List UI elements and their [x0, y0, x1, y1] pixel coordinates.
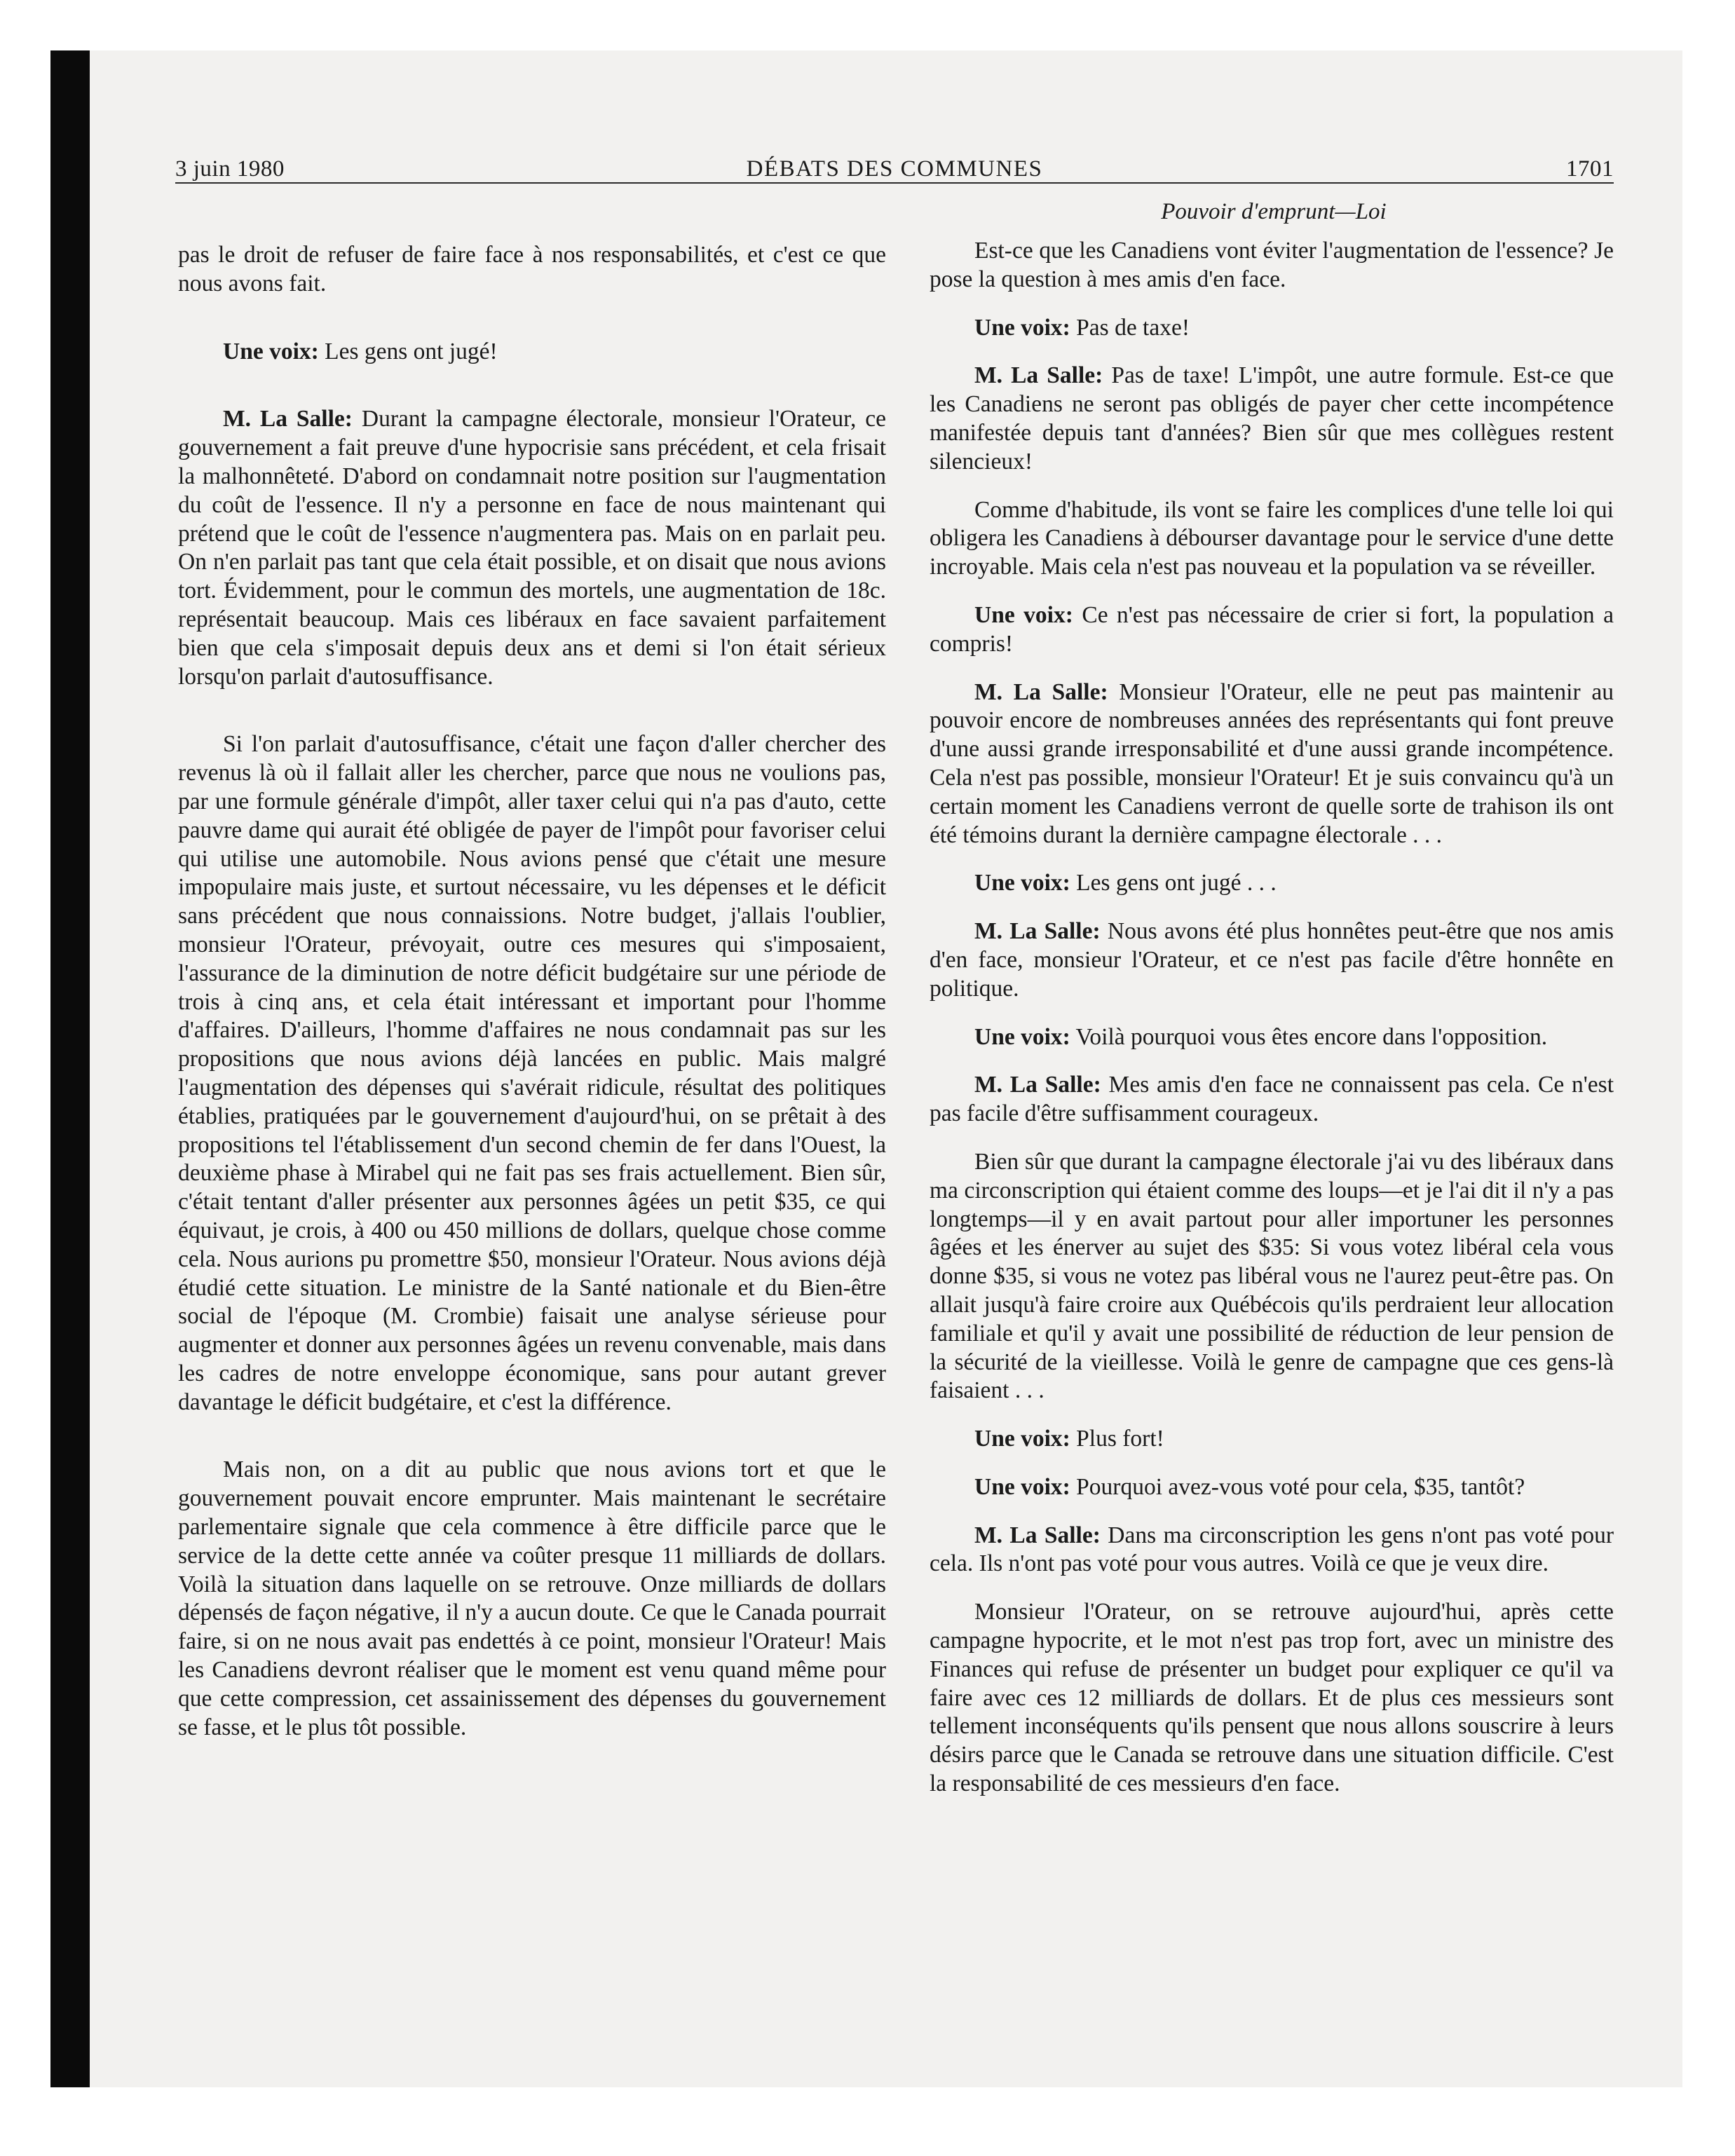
paragraph-text: Pourquoi avez-vous voté pour cela, $35, tantôt?: [1070, 1473, 1525, 1500]
paragraph-text: pas le droit de refuser de faire face à nos responsabilités, et c'est ce que nous avons fait.: [178, 242, 886, 296]
speaker-label: Une voix:: [974, 1426, 1070, 1452]
paragraph-text: Dans ma circonscription les gens n'ont pas voté pour cela. Ils n'ont pas voté pour vous autres. Voilà ce que je veux dire.: [930, 1522, 1614, 1577]
paragraph-text: Durant la campagne électorale, monsieur l'Orateur, ce gouvernement a fait preuve d'une hypocrisie sans précédent, et cela frisait la malhonnêteté. D'abord on condamnait notre position sur l'augmentation du coût de l'essence. Il n'y a personne en face de nous maintenant qui prétend que le coût de l'essence n'augmentera pas. Mais on en parlait peu. On n'en parlait pas tant que cela était possible, et on disait que nous avions tort. Évidemment, pour le commun des mortels, une augmentation de 18c. représentait beaucoup. Mais ces libéraux en face savaient parfaitement bien que cela s'imposait depuis deux ans et demi si l'on était sérieux lorsqu'on parlait d'autosuffisance.: [178, 406, 887, 690]
paragraph: [930, 1071, 1614, 1128]
paragraph: [930, 496, 1614, 582]
header-date: 3 juin 1980: [175, 156, 285, 182]
paragraph: [930, 601, 1614, 659]
paragraph-text: Si l'on parlait d'autosuffisance, c'était une façon d'aller chercher des revenus là où il fallait aller les chercher, parce que nous ne voulions pas, par une formule générale d'impôt, aller taxer celui qui n'a pas d'auto, cette pauvre dame qui aurait été obligée de payer de l'impôt pour favoriser celui qui utilise une automobile. Nous avions pensé que c'était une mesure impopulaire mais juste, et surtout nécessaire, vu les dépenses et le déficit sans précédent que nous connaissions. Notre budget, j'allais l'oublier, monsieur l'Orateur, prévoyait, outre ces mesures qui s'imposaient, l'assurance de la diminution de notre déficit budgétaire sur une période de trois à cinq ans, et cela était intéressant et important pour l'homme d'affaires. D'ailleurs, l'homme d'affaires ne nous condamnait pas sur les propositions que nous avions déjà lancées en public. Mais malgré l'augmentation des dépenses qui s'avérait ridicule, résultat des politiques établies, pratiquées par le gouvernement d'aujourd'hui, on se prêtait à des propositions tel l'établissement d'un second chemin de fer dans l'Ouest, la deuxième phase à Mirabel qui ne fait pas ses frais actuellement. Bien sûr, c'était tentant d'aller présenter aux personnes âgées un petit $35, ce qui équivaut, je crois, à 400 ou 450 millions de dollars, quelque chose comme cela. Nous aurions pu promettre $50, monsieur l'Orateur. Nous avions déjà étudié cette situation. Le ministre de la Santé nationale et du Bien-être social de l'époque (M. Crombie) faisait une analyse sérieuse pour augmenter et donner aux personnes âgées un revenu convenable, mais dans les cadres de notre enveloppe économique, sans pour autant grever davantage le déficit budgétaire, et c'est la différence.: [178, 731, 886, 1415]
header-rule: [175, 182, 1614, 184]
paragraph-text: Mes amis d'en face ne connaissent pas cela. Ce n'est pas facile d'être suffisamment courageux.: [930, 1072, 1614, 1127]
scan-edge-bar: [50, 50, 90, 2087]
paragraph: [930, 237, 1614, 294]
paragraph: [178, 338, 886, 367]
paragraph-text: Est-ce que les Canadiens vont éviter l'augmentation de l'essence? Je pose la question à mes amis d'en face.: [930, 238, 1614, 292]
paragraph: [178, 1456, 886, 1742]
speaker-label: Une voix:: [223, 338, 319, 364]
paragraph: [930, 314, 1614, 343]
paragraph: [930, 1598, 1614, 1799]
page-number: 1701: [1566, 156, 1614, 182]
paragraph: [930, 1023, 1614, 1052]
paragraph-text: Ce n'est pas nécessaire de crier si fort, la population a compris!: [930, 601, 1614, 657]
paragraph: [930, 1522, 1614, 1579]
paragraph-text: Les gens ont jugé . . .: [1070, 870, 1277, 896]
paragraph: [930, 1425, 1614, 1454]
paragraph-text: Les gens ont jugé!: [318, 338, 498, 364]
speaker-label: Une voix:: [974, 601, 1073, 628]
paragraph: [178, 405, 886, 691]
right-column: [930, 237, 1614, 1818]
paragraph-text: Pas de taxe!: [1070, 314, 1190, 341]
paragraph: [930, 869, 1614, 898]
speaker-label: Une voix:: [974, 1023, 1070, 1050]
paragraph: [930, 678, 1614, 850]
speaker-label: Une voix:: [974, 1473, 1070, 1500]
paragraph-text: Voilà pourquoi vous êtes encore dans l'opposition.: [1070, 1023, 1548, 1050]
speaker-label: Une voix:: [974, 314, 1070, 341]
paragraph: [930, 1148, 1614, 1405]
speaker-label: M. La Salle:: [974, 1072, 1101, 1098]
paragraph-text: Pas de taxe! L'impôt, une autre formule. Est-ce que les Canadiens ne seront pas obligés de payer cher cette incompétence manifestée depuis tant d'années? Bien sûr que mes collègues restent silencieux!: [930, 362, 1614, 475]
speaker-label: M. La Salle:: [974, 1522, 1101, 1548]
left-column: [178, 241, 886, 1781]
section-title: Pouvoir d'emprunt—Loi: [1161, 199, 1387, 224]
paragraph-text: Plus fort!: [1070, 1426, 1164, 1452]
paragraph: [930, 917, 1614, 1003]
speaker-label: M. La Salle:: [974, 678, 1108, 705]
running-head: [175, 146, 1614, 185]
speaker-label: M. La Salle:: [974, 918, 1101, 945]
speaker-label: M. La Salle:: [974, 362, 1103, 389]
paragraph-text: Comme d'habitude, ils vont se faire les complices d'une telle loi qui obligera les Canadiens à débourser davantage pour le service d'une dette incroyable. Mais cela n'est pas nouveau et la population va se réveiller.: [930, 496, 1614, 580]
paragraph: [178, 730, 886, 1417]
header-title: DÉBATS DES COMMUNES: [746, 156, 1043, 182]
speaker-label: Une voix:: [974, 870, 1070, 896]
paragraph-text: Monsieur l'Orateur, on se retrouve aujourd'hui, après cette campagne hypocrite, et le mot n'est pas trop fort, avec un ministre des Finances qui refuse de présenter un budget pour expliquer ce qu'il va faire avec ces 12 milliards de dollars. Et de plus ces messieurs sont tellement inconséquents qu'ils pensent que nous allons souscrire à leurs désirs parce que le Canada se retrouve dans une situation difficile. C'est la responsabilité de ces messieurs d'en face.: [930, 1599, 1614, 1797]
paragraph-text: Nous avons été plus honnêtes peut-être que nos amis d'en face, monsieur l'Orateur, et ce n'est pas facile d'être honnête en politique.: [930, 918, 1614, 1002]
paragraph: [178, 241, 886, 299]
paragraph: [930, 1473, 1614, 1502]
paragraph: [930, 362, 1614, 476]
speaker-label: M. La Salle:: [223, 406, 353, 432]
paragraph-text: Monsieur l'Orateur, elle ne peut pas maintenir au pouvoir encore de nombreuses années des représentants qui font preuve d'une aussi grande irresponsabilité et d'une aussi grande incompétence. Cela n'est pas possible, monsieur l'Orateur! Et je suis convaincu qu'à un certain moment les Canadiens verront de quelle sorte de trahison ils ont été témoins durant la dernière campagne électorale . . .: [930, 678, 1614, 848]
paragraph-text: Mais non, on a dit au public que nous avions tort et que le gouvernement pouvait encore emprunter. Mais maintenant le secrétaire parlementaire signale que cela commence à être difficile parce que le service de la dette cette année va coûter presque 11 milliards de dollars. Voilà la situation dans laquelle on se retrouve. Onze milliards de dollars dépensés de façon négative, il n'y a aucun doute. Ce que le Canada pourrait faire, si on ne nous avait pas endettés à ce point, monsieur l'Orateur! Mais les Canadiens devront réaliser que le moment est venu quand même pour que cette compression, cet assainissement des dépenses du gouvernement se fasse, et le plus tôt possible.: [178, 1456, 886, 1740]
paragraph-text: Bien sûr que durant la campagne électorale j'ai vu des libéraux dans ma circonscription qui étaient comme des loups—et je l'ai dit il n'y a pas longtemps—il y en avait partout pour aller importuner les personnes âgées et les énerver au sujet des $35: Si vous votez libéral cela vous donne $35, si vous ne votez pas libéral vous ne l'aurez peut-être pas. On allait jusqu'à faire croire aux Québécois qu'ils perdraient leur allocation familiale et qu'il y avait une possibilité de réduction de leur pension de la sécurité de la vieillesse. Voilà le genre de campagne que ces gens-là faisaient . . .: [930, 1148, 1614, 1404]
